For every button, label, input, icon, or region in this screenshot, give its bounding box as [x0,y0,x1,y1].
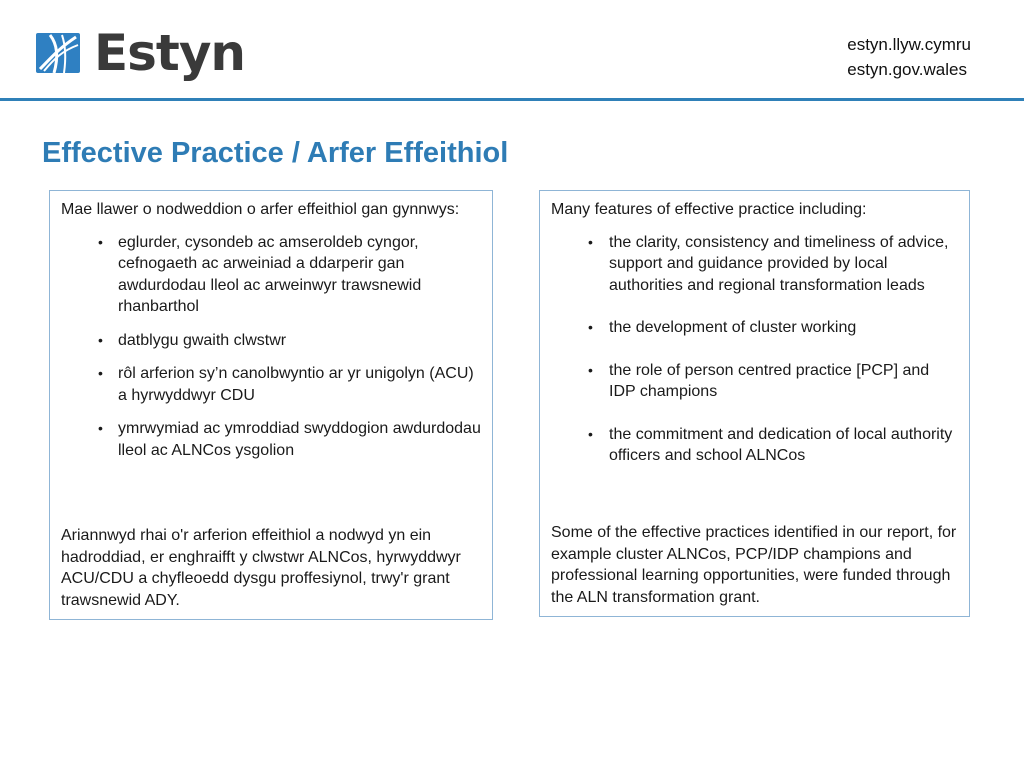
welsh-closing-paragraph: Ariannwyd rhai o'r arferion effeithiol a nodwyd yn ein hadroddiad, er enghraifft y clwstwr ALNCos, hyrwyddwyr ACU/CDU a chyfleoedd dysgu proffesiynol, trwy'r grant trawsnewid ADY. [61,527,461,609]
bullet-text: the clarity, consistency and timeliness of advice, support and guidance provided by local authorities and regional transformation leads [609,233,949,294]
english-bullet-list [551,232,959,467]
list-item [61,330,482,352]
english-closing-paragraph: Some of the effective practices identified in our report, for example cluster ALNCos, PCP/IDP champions and professional learning opportunities, were funded through the ALN transformation grant. [551,524,957,606]
header [0,0,1024,100]
bullet-text: rôl arferion sy’n canolbwyntio ar yr unigolyn (ACU) a hyrwyddwyr CDU [118,365,474,404]
bullet-icon: • [588,361,593,378]
bullet-text: the role of person centred practice [PCP] and IDP champions [609,361,930,400]
bullet-icon: • [98,331,103,348]
estyn-logo [36,20,245,86]
bullet-text: the development of cluster working [609,319,857,336]
list-item [61,418,482,461]
url-welsh[interactable]: estyn.llyw.cymru [847,35,971,54]
list-item [61,363,482,406]
header-divider [0,98,1024,101]
list-item [61,232,482,318]
bullet-text: ymrwymiad ac ymroddiad swyddogion awdurdodau lleol ac ALNCos ysgolion [118,420,481,459]
bullet-text: eglurder, cysondeb ac amseroldeb cyngor, cefnogaeth ac arweiniad a ddarperir gan awdurdodau lleol ac arweinwyr trawsnewid rhanbarthol [118,233,422,315]
bullet-icon: • [98,420,103,436]
welsh-intro: Mae llawer o nodweddion o arfer effeithiol gan gynnwys: [61,201,460,218]
page-title: Effective Practice / Arfer Effeithiol [42,137,509,169]
estyn-logo-icon [36,29,84,77]
bullet-icon: • [588,233,593,250]
bullet-text: datblygu gwaith clwstwr [118,331,287,349]
list-item [551,317,959,339]
url-english[interactable]: estyn.gov.wales [847,60,967,79]
english-intro: Many features of effective practice including: [551,201,867,218]
bullet-icon: • [98,233,103,250]
list-item [551,360,959,403]
bullet-icon: • [98,365,103,381]
welsh-bullet-list [61,232,482,462]
welsh-text-panel [49,190,493,620]
list-item [551,424,959,467]
english-text-panel [539,190,970,617]
list-item [551,232,959,297]
website-urls [847,32,971,82]
bullet-icon: • [588,319,593,335]
logo-wordmark: Estyn [94,24,246,82]
bullet-text: the commitment and dedication of local authority officers and school ALNCos [609,425,953,464]
bullet-icon: • [588,425,593,442]
